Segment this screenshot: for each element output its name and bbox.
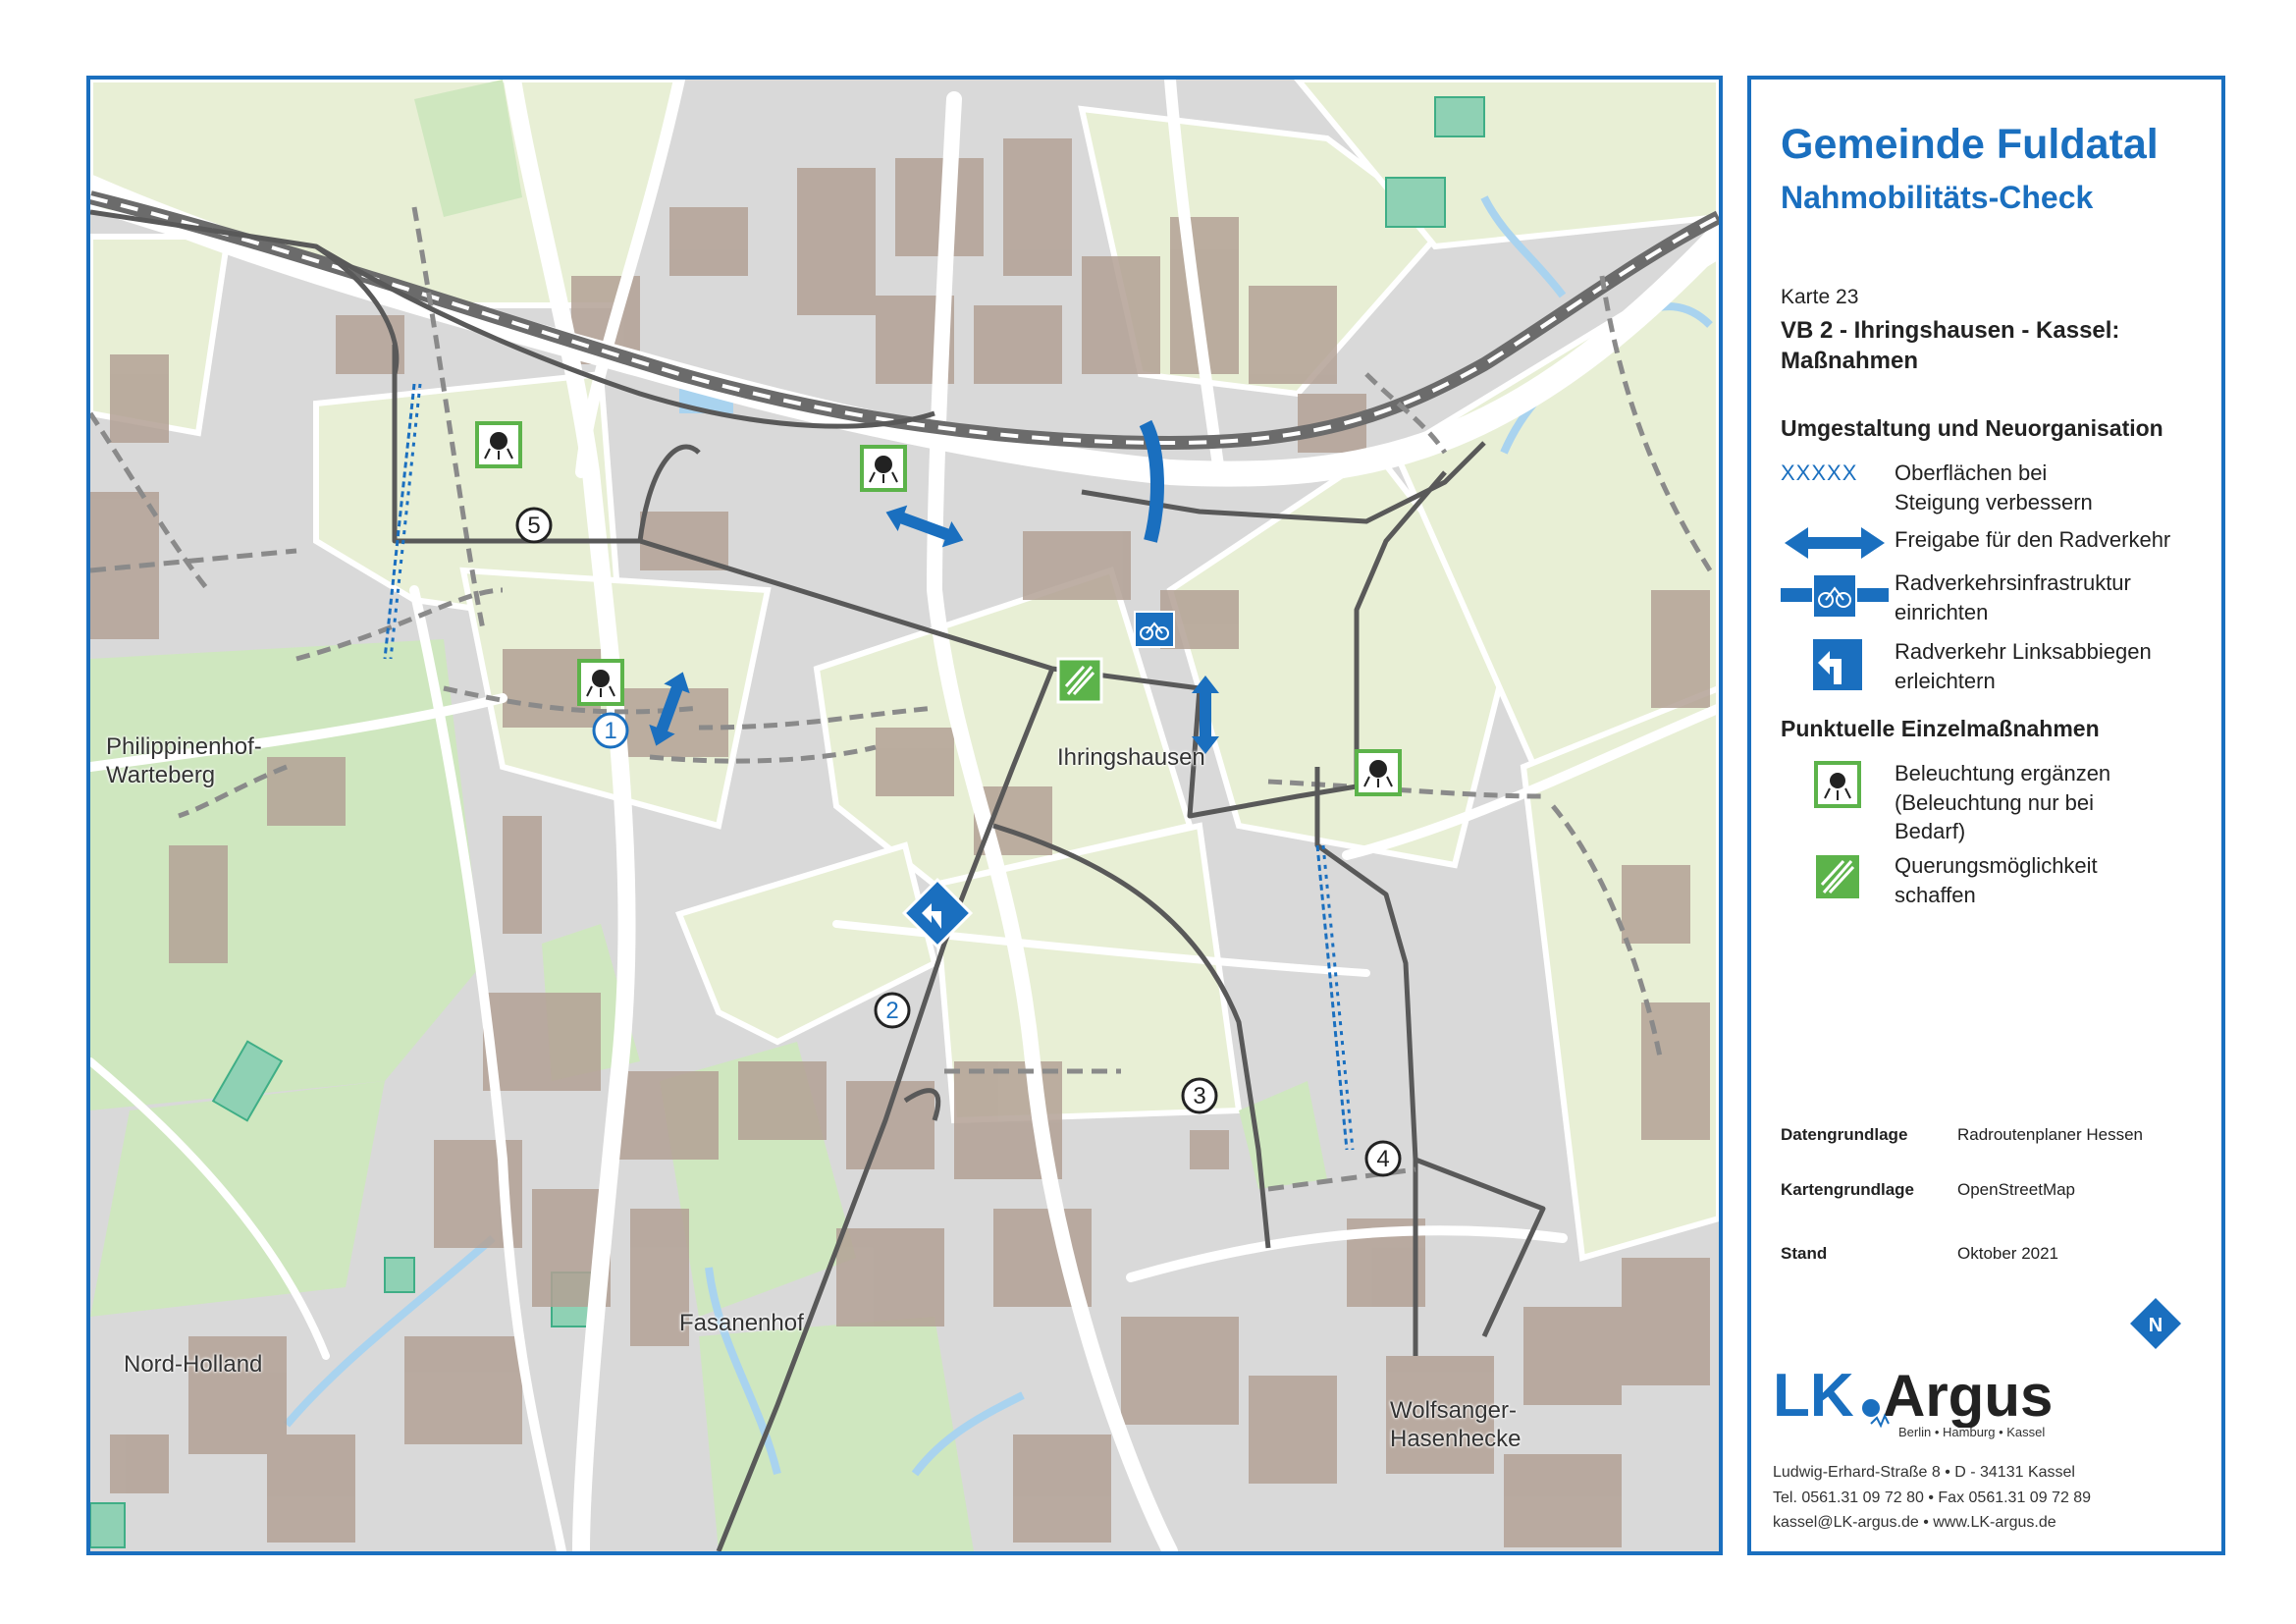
- route-marker-2: [876, 994, 909, 1027]
- map-title-line-2: Maßnahmen: [1781, 348, 1919, 375]
- map-frame[interactable]: [86, 76, 1723, 1555]
- route-marker-4: [1366, 1142, 1400, 1175]
- lighting-icon: [862, 447, 905, 490]
- place-label-fasanenhof: Fasanenhof: [679, 1310, 804, 1336]
- map-title: [1781, 315, 2213, 376]
- route-marker-1: [594, 714, 627, 747]
- legend-title: Gemeinde Fuldatal: [1781, 121, 2159, 168]
- legend-section-heading-1: Umgestaltung und Neuorganisation: [1781, 415, 2163, 441]
- legend-item-infrastructure: [1781, 567, 2222, 635]
- place-label-wolfsanger: Wolfsanger- Hasenhecke: [1390, 1397, 1522, 1452]
- lighting-icon: [579, 661, 622, 704]
- place-label-ihringshausen: Ihringshausen: [1057, 744, 1205, 771]
- double-arrow-icon: [1781, 523, 1889, 563]
- legend-item-infrastructure-label: Radverkehrsinfrastruktur einrichten: [1895, 570, 2131, 624]
- legend-subtitle: Nahmobilitäts-Check: [1781, 180, 2094, 215]
- logo-argus: Argus: [1883, 1363, 2054, 1428]
- left-turn-icon: [1781, 635, 1889, 694]
- legend-item-surface-label: Oberflächen bei Steigung verbessern: [1895, 460, 2093, 514]
- legend-item-left-turn-label: Radverkehr Linksabbiegen erleichtern: [1895, 639, 2152, 693]
- surface-hatch-symbol: XXXXX: [1781, 460, 1858, 485]
- logo-lk: LK: [1773, 1362, 1854, 1428]
- lighting-icon: [1781, 757, 1889, 816]
- route-marker-3: [1183, 1079, 1216, 1112]
- address-line-3: kassel@LK-argus.de • www.LK-argus.de: [1773, 1514, 2056, 1531]
- map-number: Karte 23: [1781, 286, 1859, 308]
- legend-item-release-label: Freigabe für den Radverkehr: [1895, 527, 2171, 552]
- legend-item-crossing-label: Querungsmöglichkeit schaffen: [1895, 853, 2098, 907]
- svg-text:2: 2: [885, 998, 899, 1024]
- lighting-icon: [1357, 751, 1400, 794]
- crossing-icon: [1781, 849, 1889, 908]
- map-canvas[interactable]: [90, 80, 1719, 1551]
- meta-date: Stand Oktober 2021: [1781, 1244, 2059, 1263]
- legend-item-left-turn: [1781, 635, 2222, 704]
- company-logo: [1773, 1359, 2126, 1428]
- legend-item-crossing: [1781, 849, 2222, 918]
- place-label-nord-holland: Nord-Holland: [124, 1351, 263, 1378]
- legend-item-lighting: [1781, 757, 2222, 855]
- surface-hatch-icon: [1781, 457, 1889, 515]
- meta-data-source: Datengrundlage Radroutenplaner Hessen: [1781, 1125, 2144, 1144]
- bike-infrastructure-icon: [1781, 567, 1889, 625]
- bike-infrastructure-icon: [1135, 612, 1174, 647]
- route-marker-1-label: 1: [604, 718, 617, 744]
- logo-cities: Berlin • Hamburg • Kassel: [1898, 1425, 2046, 1439]
- svg-text:5: 5: [527, 513, 541, 539]
- address-line-1: Ludwig-Erhard-Straße 8 • D - 34131 Kassel: [1773, 1464, 2075, 1481]
- place-label-philippinenhof: Philippinenhof- Warteberg: [106, 733, 262, 788]
- address-line-2: Tel. 0561.31 09 72 80 • Fax 0561.31 09 72 89: [1773, 1489, 2092, 1506]
- meta-basemap: Kartengrundlage OpenStreetMap: [1781, 1180, 2076, 1199]
- legend-item-surface: [1781, 457, 2222, 525]
- legend-section-heading-2: Punktuelle Einzelmaßnahmen: [1781, 716, 2100, 741]
- lighting-icon: [477, 423, 520, 466]
- north-arrow-icon: [2128, 1296, 2183, 1351]
- north-arrow-label: N: [2148, 1315, 2163, 1336]
- crossing-icon: [1058, 659, 1101, 702]
- map-title-line-1: VB 2 - Ihringshausen - Kassel:: [1781, 317, 2120, 344]
- svg-text:3: 3: [1193, 1083, 1206, 1110]
- svg-text:4: 4: [1376, 1146, 1390, 1172]
- legend-item-lighting-label: Beleuchtung ergänzen (Beleuchtung nur bei Bedarf): [1895, 761, 2111, 844]
- logo-dot: [1862, 1399, 1880, 1417]
- route-marker-5: [517, 509, 551, 542]
